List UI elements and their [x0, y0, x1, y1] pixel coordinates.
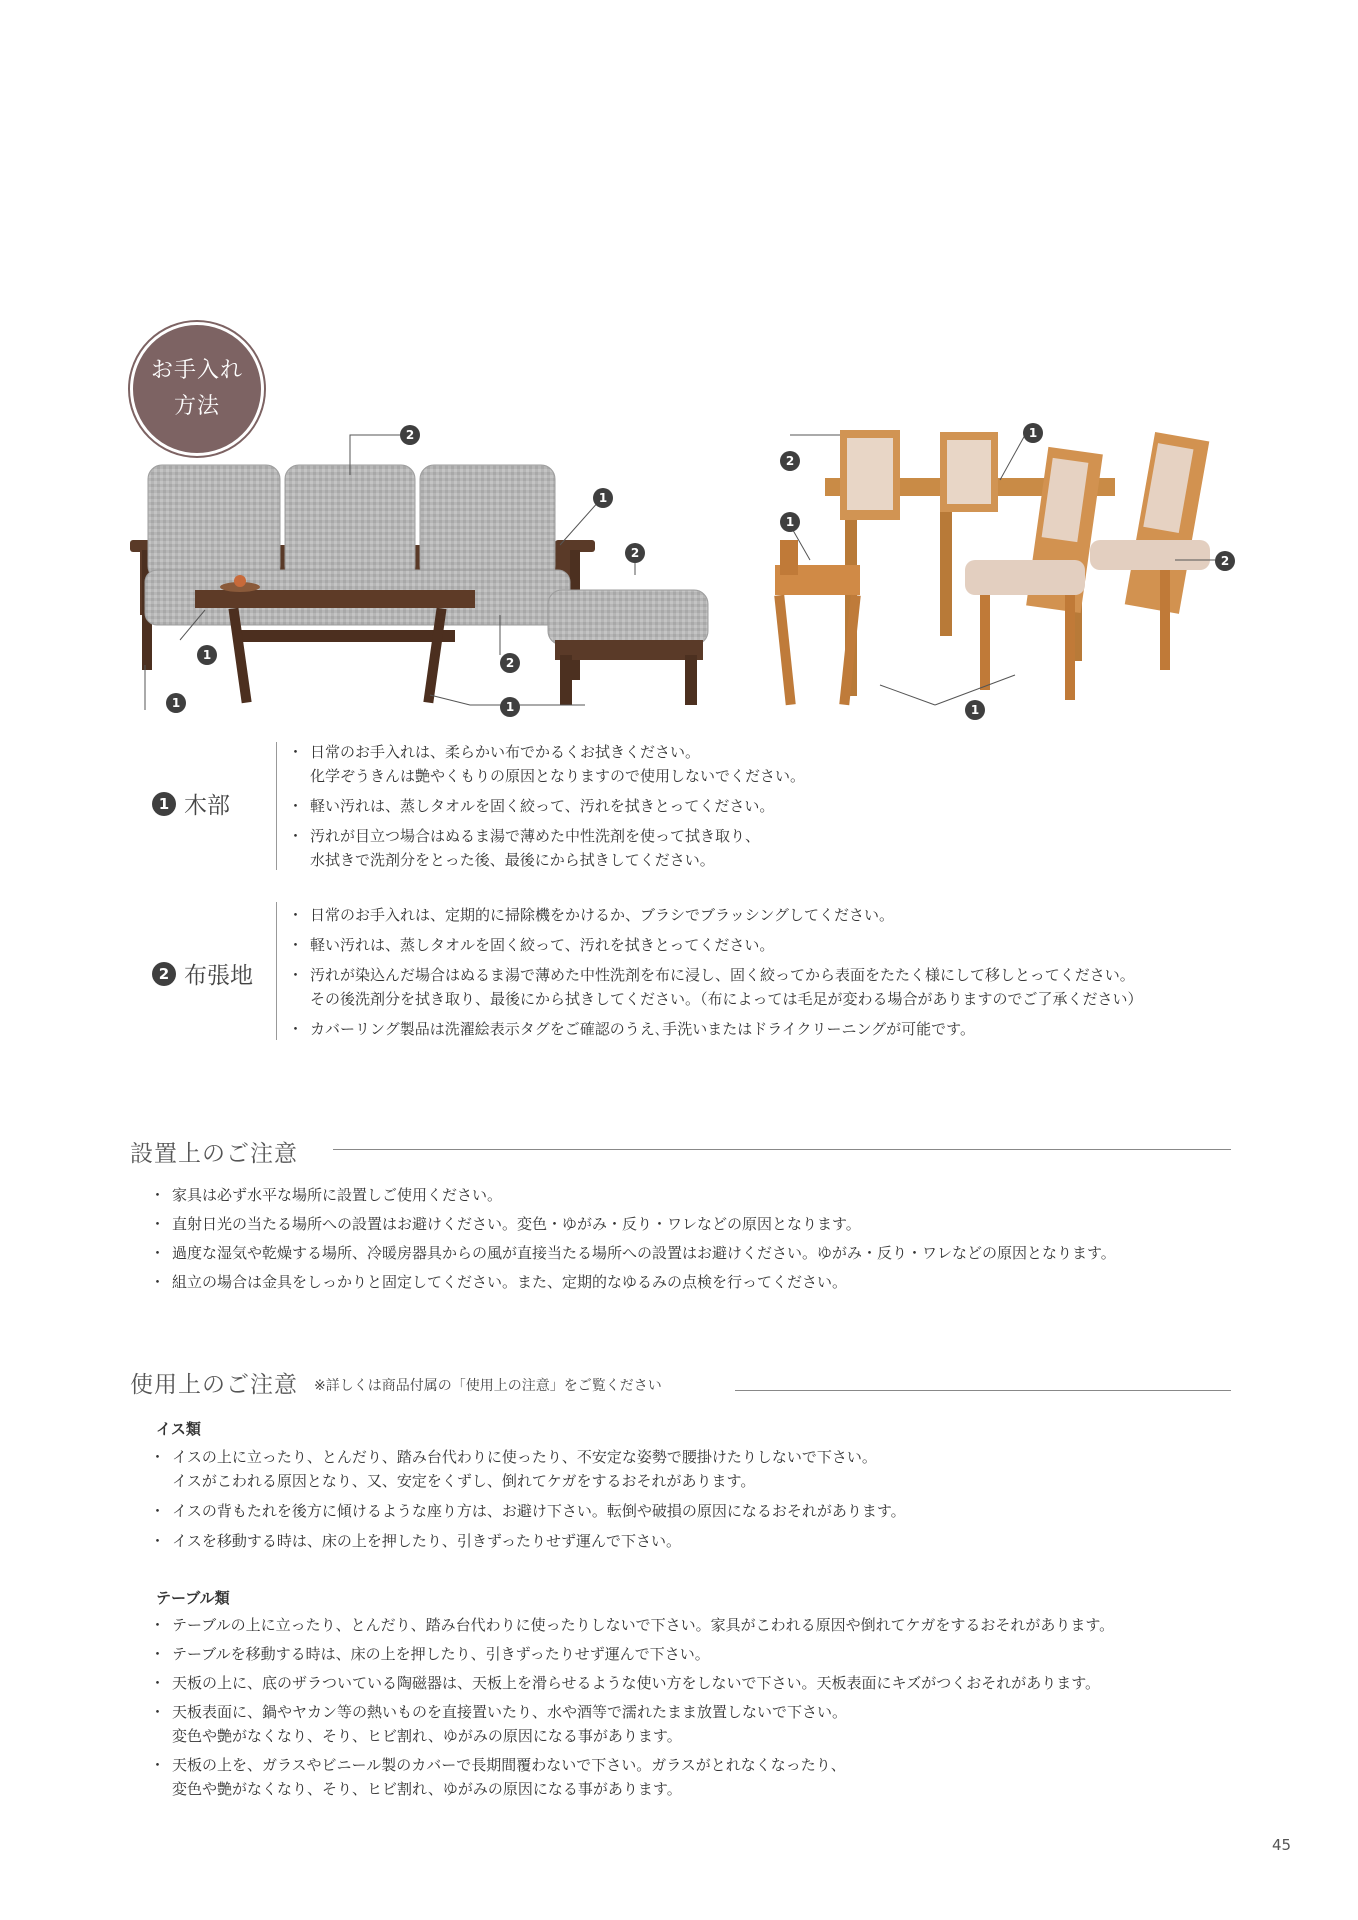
installation-title: 設置上のご注意	[130, 1141, 298, 1167]
tables-item: ・ テーブルの上に立ったり、とんだり、踏み台代わりに使ったりしないで下さい。家具がこわれる原因や倒れてケガをするおそれがあります。	[150, 1613, 1114, 1637]
fabric-care-item: ・ 汚れが染込んだ場合はぬるま湯で薄めた中性洗剤を布に浸し、固く絞ってから表面をたたく様にして移しとってください。 その後洗剤分を拭き取り、最後にから拭きしてください。（布によっては毛足が変わる場合がありますのでご了承ください）	[288, 963, 1143, 1011]
fabric-divider	[276, 902, 277, 1040]
sofa-callout-1-leg: 1	[166, 693, 186, 713]
tables-item: ・ 天板の上に、底のザラついている陶磁器は、天板上を滑らせるような使い方をしないで下さい。天板表面にキズがつくおそれがあります。	[150, 1671, 1114, 1695]
sofa-callout-1-table: 1	[197, 645, 217, 665]
fabric-care-item: ・ カバーリング製品は洗濯絵表示タグをご確認のうえ､手洗いまたはドライクリーニングが可能です。	[288, 1017, 1143, 1041]
fabric-number-icon: 2	[152, 962, 176, 986]
badge-line1: お手入れ	[150, 358, 243, 383]
sofa-callout-2-top: 2	[400, 425, 420, 445]
installation-item: ・ 直射日光の当たる場所への設置はお避けください。変色・ゆがみ・反り・ワレなどの原因となります。	[150, 1212, 1116, 1236]
sofa-set-photo	[130, 415, 710, 730]
dining-callout-2-seat: 2	[1215, 551, 1235, 571]
wood-care-item: ・ 汚れが目立つ場合はぬるま湯で薄めた中性洗剤を使って拭き取り、 水拭きで洗剤分をとった後、最後にから拭きしてください。	[288, 824, 805, 872]
installation-rule	[333, 1149, 1231, 1150]
wood-care-title: 木部	[184, 793, 230, 819]
fabric-care-title: 布張地	[184, 963, 253, 989]
chairs-item: ・ イスを移動する時は、床の上を押したり、引きずったりせず運んで下さい。	[150, 1529, 906, 1553]
fabric-care-list	[288, 903, 1143, 1041]
sofa-callout-2-ottoman: 2	[625, 543, 645, 563]
fabric-care-item: ・ 日常のお手入れは、定期的に掃除機をかけるか、ブラシでブラッシングしてください。	[288, 903, 1143, 927]
usage-rule	[735, 1390, 1231, 1391]
chairs-item: ・ イスの上に立ったり、とんだり、踏み台代わりに使ったり、不安定な姿勢で腰掛けたりしないで下さい。 イスがこわれる原因となり、又、安定をくずし、倒れてケガをするおそれがあります。	[150, 1445, 906, 1493]
page-number: 45	[1272, 1836, 1292, 1854]
badge-line2: 方法	[173, 394, 220, 419]
installation-item: ・ 組立の場合は金具をしっかりと固定してください。また、定期的なゆるみの点検を行ってください。	[150, 1270, 1116, 1294]
wood-care-item: ・ 日常のお手入れは、柔らかい布でかるくお拭きください。 化学ぞうきんは艶やくもりの原因となりますので使用しないでください。	[288, 740, 805, 788]
wood-care-item: ・ 軽い汚れは、蒸しタオルを固く絞って、汚れを拭きとってください。	[288, 794, 805, 818]
dining-callout-1-stool: 1	[780, 512, 800, 532]
tables-list	[150, 1613, 1114, 1801]
fabric-care-heading	[152, 957, 253, 990]
wood-care-list	[288, 740, 805, 872]
sofa-callout-1-legs: 1	[500, 697, 520, 717]
tables-item: ・ テーブルを移動する時は、床の上を押したり、引きずったりせず運んで下さい。	[150, 1642, 1114, 1666]
tables-item: ・ 天板表面に、鍋やヤカン等の熱いものを直接置いたり、水や酒等で濡れたまま放置しないで下さい。 変色や艶がなくなり、そり、ヒビ割れ、ゆがみの原因になる事があります。	[150, 1700, 1114, 1748]
chairs-heading: イス類	[156, 1420, 201, 1438]
usage-title: 使用上のご注意	[130, 1372, 298, 1398]
tables-heading: テーブル類	[156, 1589, 230, 1607]
usage-note: ※詳しくは商品付属の「使用上の注意」をご覧ください	[314, 1378, 662, 1394]
wood-divider	[276, 742, 277, 870]
wood-care-heading	[152, 787, 230, 820]
dining-callout-2-back: 2	[780, 451, 800, 471]
installation-item: ・ 過度な湿気や乾燥する場所、冷暖房器具からの風が直接当たる場所への設置はお避けください。ゆがみ・反り・ワレなどの原因となります。	[150, 1241, 1116, 1265]
chairs-item: ・ イスの背もたれを後方に傾けるような座り方は、お避け下さい。転倒や破損の原因になるおそれがあります。	[150, 1499, 906, 1523]
dining-callout-1-legs: 1	[965, 700, 985, 720]
chairs-list	[150, 1445, 906, 1553]
dining-callout-1-table: 1	[1023, 423, 1043, 443]
installation-list	[150, 1183, 1116, 1294]
sofa-callout-1-arm: 1	[593, 488, 613, 508]
installation-item: ・ 家具は必ず水平な場所に設置しご使用ください。	[150, 1183, 1116, 1207]
wood-number-icon: 1	[152, 792, 176, 816]
dining-set-photo	[765, 420, 1235, 725]
tables-item: ・ 天板の上を、ガラスやビニール製のカバーで長期間覆わないで下さい。ガラスがとれなくなったり、 変色や艶がなくなり、そり、ヒビ割れ、ゆがみの原因になる事があります。	[150, 1753, 1114, 1801]
sofa-callout-2-seat: 2	[500, 653, 520, 673]
fabric-care-item: ・ 軽い汚れは、蒸しタオルを固く絞って、汚れを拭きとってください。	[288, 933, 1143, 957]
